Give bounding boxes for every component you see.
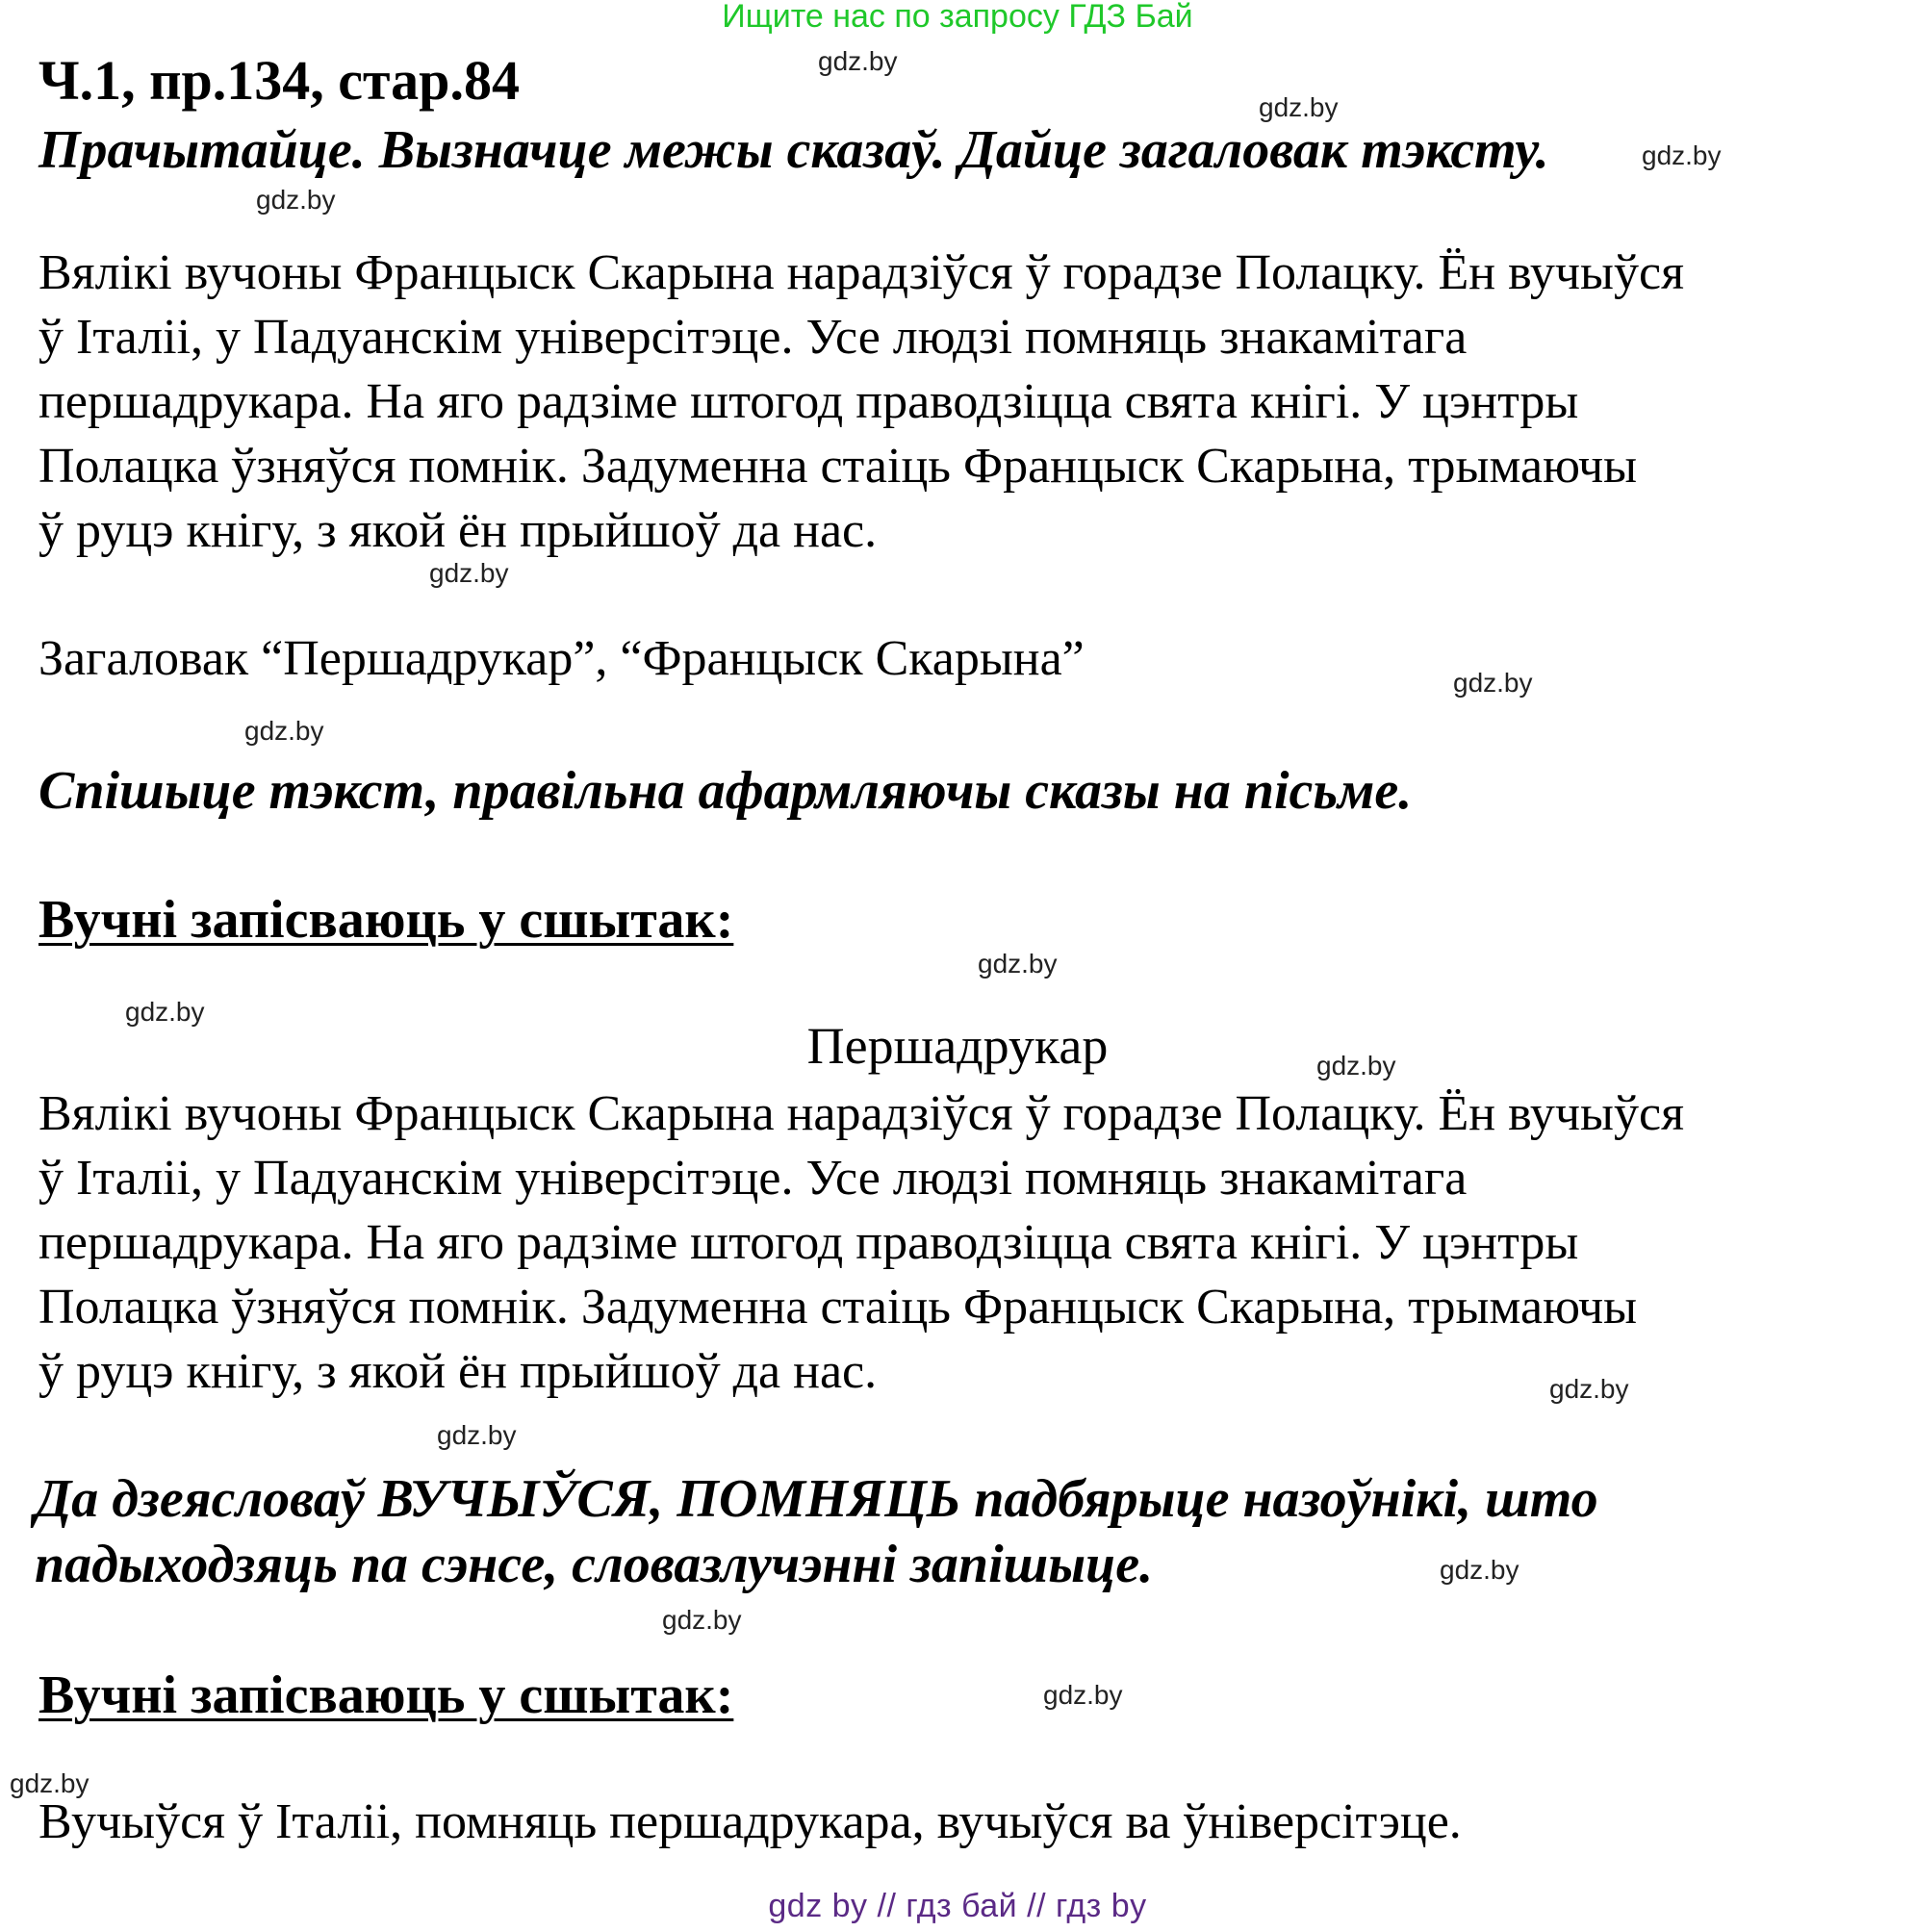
title-note: Загаловак “Першадрукар”, “Францыск Скарына” [38,631,1085,686]
watermark: gdz.by [978,949,1058,979]
copied-text [38,1081,1859,1404]
watermark: gdz.by [818,46,898,76]
text-line: Полацка ўзняўся помнік. Задуменна стаіць Францыск Скарына, трымаючы [38,1280,1638,1335]
watermark: gdz.by [125,997,205,1027]
watermark: gdz.by [429,558,509,588]
watermark: gdz.by [662,1605,742,1635]
text-line: ў руцэ кнігу, з якой ён прыйшоў да нас. [38,503,878,558]
watermark: gdz.by [244,716,324,746]
text-line: ў Італіі, у Падуанскім універсітэце. Усе людзі помняць знакамітага [38,1151,1468,1206]
watermark: gdz.by [1259,92,1339,122]
notebook-label: Вучні запісваюць у сшытак: [38,890,734,950]
text-line: першадрукара. На яго радзіме штогод праводзіцца свята кнігі. У цэнтры [38,374,1579,429]
watermark: gdz.by [256,185,336,215]
search-banner: Ищите нас по запросу ГДЗ Бай [722,0,1193,35]
watermark: gdz.by [437,1420,517,1450]
task-line: падыходзяць па сэнсе, словазлучэнні запішыце. [35,1535,1154,1594]
footer-links: gdz by // гдз бай // гдз by [768,1888,1147,1924]
text-line: першадрукара. На яго радзіме штогод праводзіцца свята кнігі. У цэнтры [38,1215,1579,1270]
watermark: gdz.by [1440,1555,1519,1585]
task-line: Да дзеясловаў ВУЧЫЎСЯ, ПОМНЯЦЬ падбярыце назоўнікі, што [35,1469,1598,1529]
watermark: gdz.by [1316,1051,1396,1080]
text-line: Вялікі вучоны Францыск Скарына нарадзіўся ў горадзе Полацку. Ён вучыўся [38,1086,1684,1141]
watermark: gdz.by [10,1768,89,1798]
answer-text: Вучыўся ў Італіі, помняць першадрукара, вучыўся ва ўніверсітэце. [38,1794,1462,1849]
task-instruction-2: Спішыце тэкст, правільна афармляючы сказы на пісьме. [38,761,1413,821]
task-instruction-3 [35,1466,1859,1597]
watermark: gdz.by [1043,1680,1123,1710]
page-title: Ч.1, пр.134, стар.84 [38,49,520,112]
text-title: Першадрукар [806,1017,1109,1075]
watermark: gdz.by [1453,668,1533,698]
watermark: gdz.by [1549,1374,1629,1404]
watermark: gdz.by [1642,140,1722,170]
text-line: Вялікі вучоны Францыск Скарына нарадзіўся ў горадзе Полацку. Ён вучыўся [38,245,1684,300]
text-line: ў Італіі, у Падуанскім універсітэце. Усе людзі помняць знакамітага [38,310,1468,365]
text-line: ў руцэ кнігу, з якой ён прыйшоў да нас. [38,1344,878,1399]
task-instruction-1: Прачытайце. Вызначце межы сказаў. Дайце загаловак тэксту. [38,120,1549,180]
source-text [38,241,1859,563]
text-line: Полацка ўзняўся помнік. Задуменна стаіць Францыск Скарына, трымаючы [38,439,1638,494]
notebook-label: Вучні запісваюць у сшытак: [38,1665,734,1725]
